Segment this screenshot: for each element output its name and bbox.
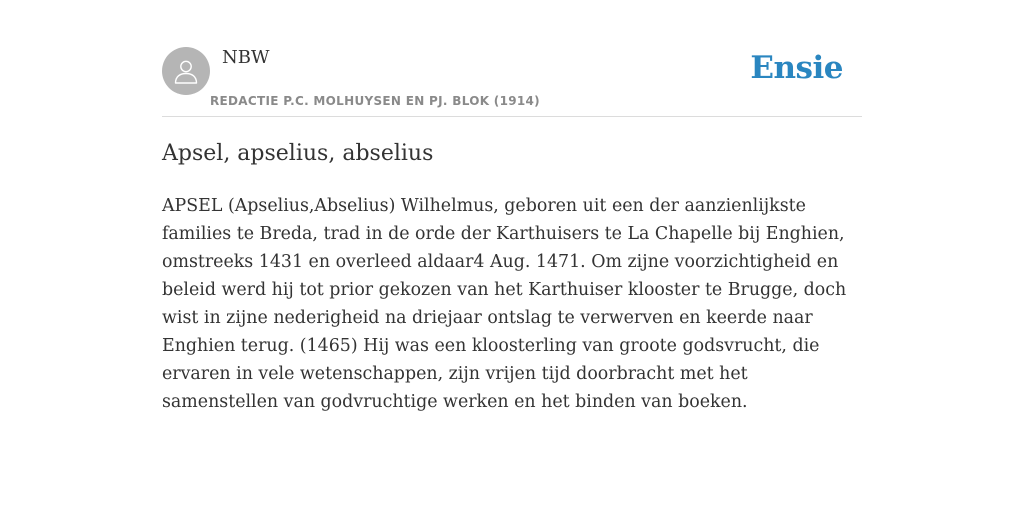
source-name[interactable]: NBW bbox=[222, 47, 270, 68]
source-subtitle: REDACTIE P.C. MOLHUYSEN EN PJ. BLOK (1914) bbox=[210, 94, 540, 108]
avatar[interactable] bbox=[162, 47, 210, 95]
user-icon bbox=[172, 57, 200, 85]
article-title: Apsel, apselius, abselius bbox=[162, 141, 434, 166]
ensie-logo[interactable]: Ensie bbox=[750, 50, 843, 86]
source-header bbox=[162, 0, 862, 117]
article-body: APSEL (Apselius,Abselius) Wilhelmus, geboren uit een der aanzienlijkste families te Breda, trad in de orde der Karthuisers te La Chapelle bij Enghien, omstreeks 1431 en overleed aldaar4 Aug. 1471. Om zijne voorzichtigheid en beleid werd hij tot prior gekozen van het Karthuiser klooster te Brugge, doch wist in zijne nederigheid na driejaar ontslag te verwerven en keerde naar Enghien terug. (1465) Hij was een kloosterling van groote godsvrucht, die ervaren in vele wetenschappen, zijn vrijen tijd doorbracht met het samenstellen van godvruchtige werken en het binden van boeken. bbox=[162, 196, 847, 412]
